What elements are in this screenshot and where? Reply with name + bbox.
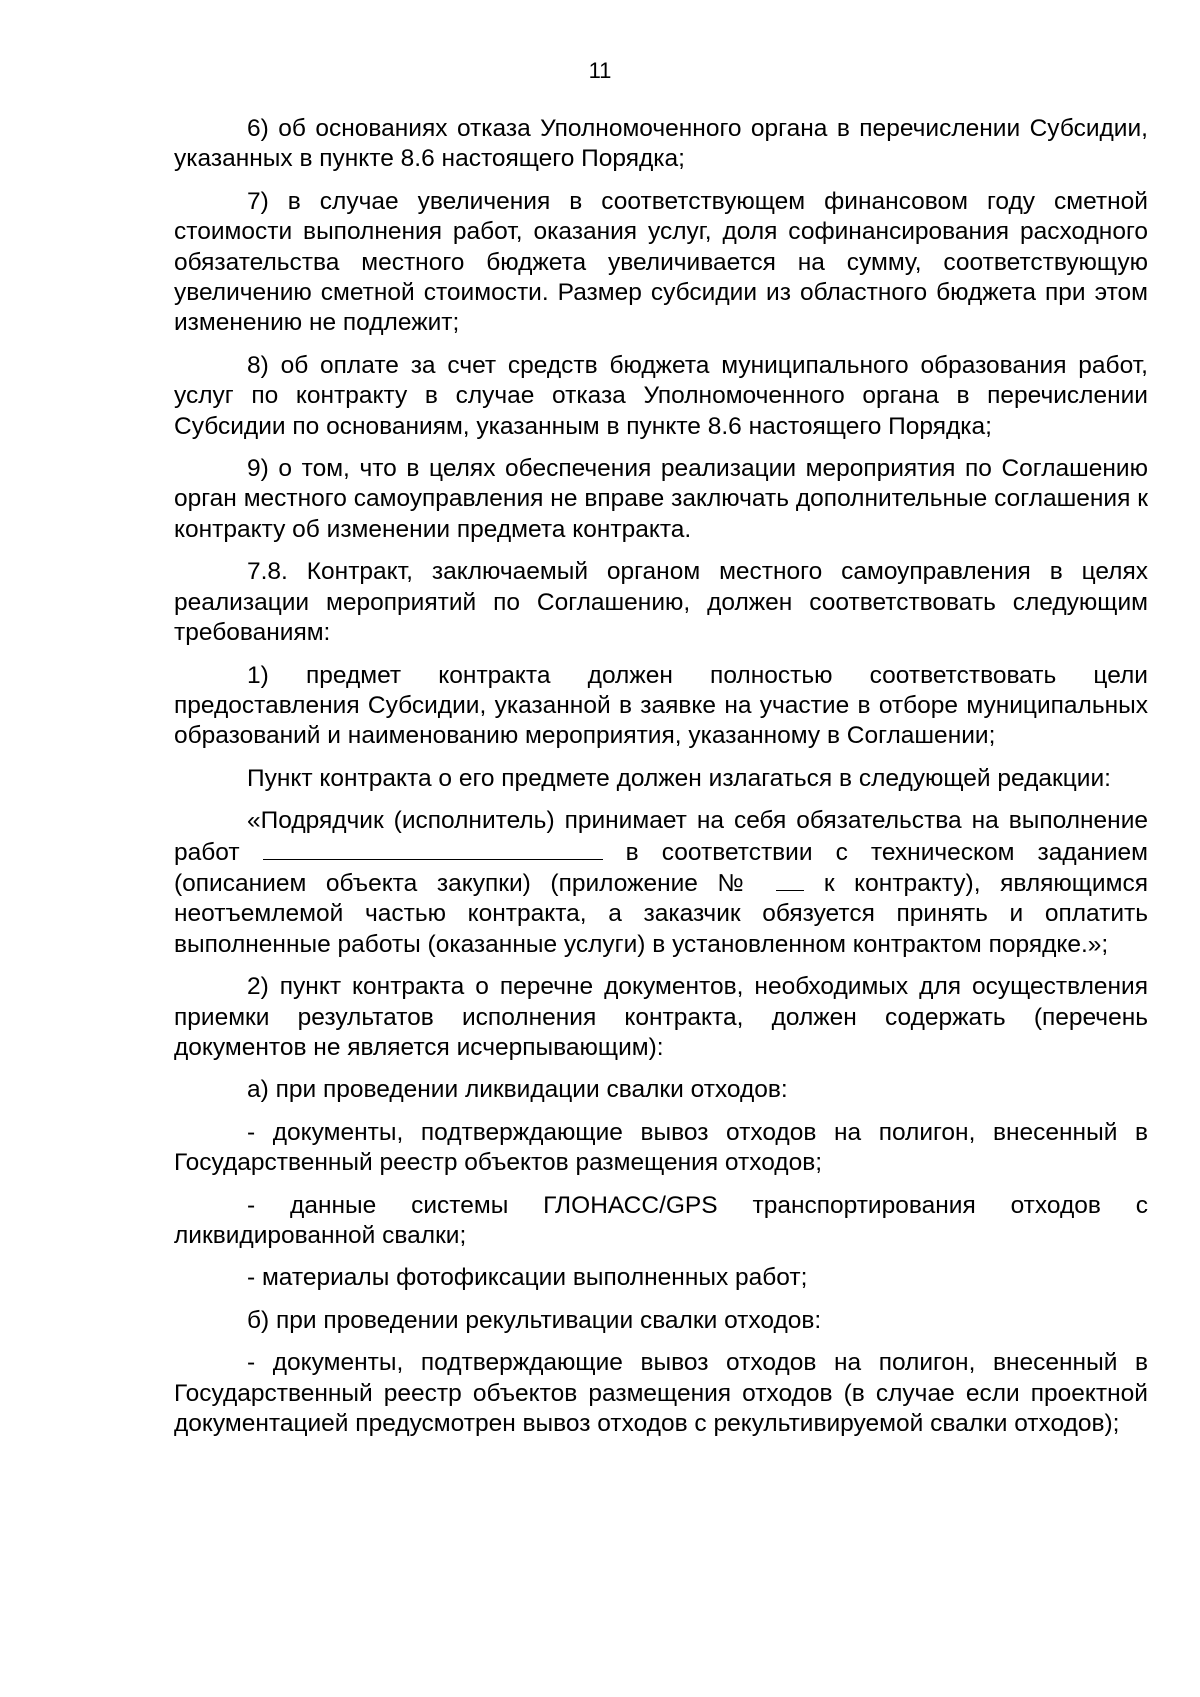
paragraph-sub-b: б) при проведении рекультивации свалки отходов: <box>247 1306 822 1334</box>
document-body <box>174 114 1148 1451</box>
paragraph-item-6: 6) об основаниях отказа Уполномоченного органа в перечислении Субсидии, указанных в пункте 8.6 настоящего Порядка; <box>174 115 1148 173</box>
paragraph-item-7: 7) в случае увеличения в соответствующем финансовом году сметной стоимости выполнения работ, оказания услуг, доля софинансирования расходного обязательства местного бюджета увеличивается на сумму, соответствующую увеличению сметной стоимости. Размер субсидии из областного бюджета при этом изменению не подлежит; <box>174 187 1148 337</box>
quote-text-part-1: «Подрядчик (исполнитель) принимает на себя обязательства на выполнение работ <box>174 807 1148 866</box>
paragraph-requirement-1: 1) предмет контракта должен полностью соответствовать цели предоставления Субсидии, указанной в заявке на участие в отборе муниципальных образований и наименованию мероприятия, указанному в Соглашении; <box>174 661 1148 750</box>
paragraph-item-8: 8) об оплате за счет средств бюджета муниципального образования работ, услуг по контракту в случае отказа Уполномоченного органа в перечислении Субсидии по основаниям, указанным в пункте 8.6 настоящего Порядка; <box>174 351 1148 440</box>
paragraph-requirement-2: 2) пункт контракта о перечне документов, необходимых для осуществления приемки результатов исполнения контракта, должен содержать (перечень документов не является исчерпывающим): <box>174 973 1148 1061</box>
paragraph-sub-a: а) при проведении ликвидации свалки отходов: <box>247 1076 788 1104</box>
quote-text-part-3: к контракту), являющимся неотъемлемой частью контракта, а заказчик обязуется принять и оплатить выполненные работы (оказанные услуги) в установленном контрактом порядке.»; <box>174 869 1148 958</box>
paragraph-dash-item: - документы, подтверждающие вывоз отходов на полигон, внесенный в Государственный реестр объектов размещения отходов (в случае если проектной документацией предусмотрен вывоз отходов с рекультивируемой свалки отходов); <box>174 1349 1148 1438</box>
paragraph-item-9: 9) о том, что в целях обеспечения реализации мероприятия по Соглашению орган местного самоуправления не вправе заключать дополнительные соглашения к контракту об изменении предмета контракта. <box>174 455 1148 543</box>
paragraph-dash-item: - данные системы ГЛОНАСС/GPS транспортирования отходов с ликвидированной свалки; <box>174 1191 1148 1249</box>
work-name-blank <box>263 837 603 860</box>
page-number: 11 <box>588 58 612 83</box>
quote-paragraph <box>174 806 1148 960</box>
paragraph-clause-7-8: 7.8. Контракт, заключаемый органом местного самоуправления в целях реализации мероприятий по Соглашению, должен соответствовать следующим требованиям: <box>174 558 1148 647</box>
appendix-number-blank <box>776 868 804 891</box>
paragraph-dash-item: - материалы фотофиксации выполненных работ; <box>247 1264 808 1292</box>
quote-text-part-2: в соответствии с техническом заданием (описанием объекта закупки) (приложение № <box>174 838 1148 897</box>
paragraph-subject-wording: Пункт контракта о его предмете должен излагаться в следующей редакции: <box>247 764 1111 792</box>
paragraph-dash-item: - документы, подтверждающие вывоз отходов на полигон, внесенный в Государственный реестр объектов размещения отходов; <box>174 1118 1148 1177</box>
